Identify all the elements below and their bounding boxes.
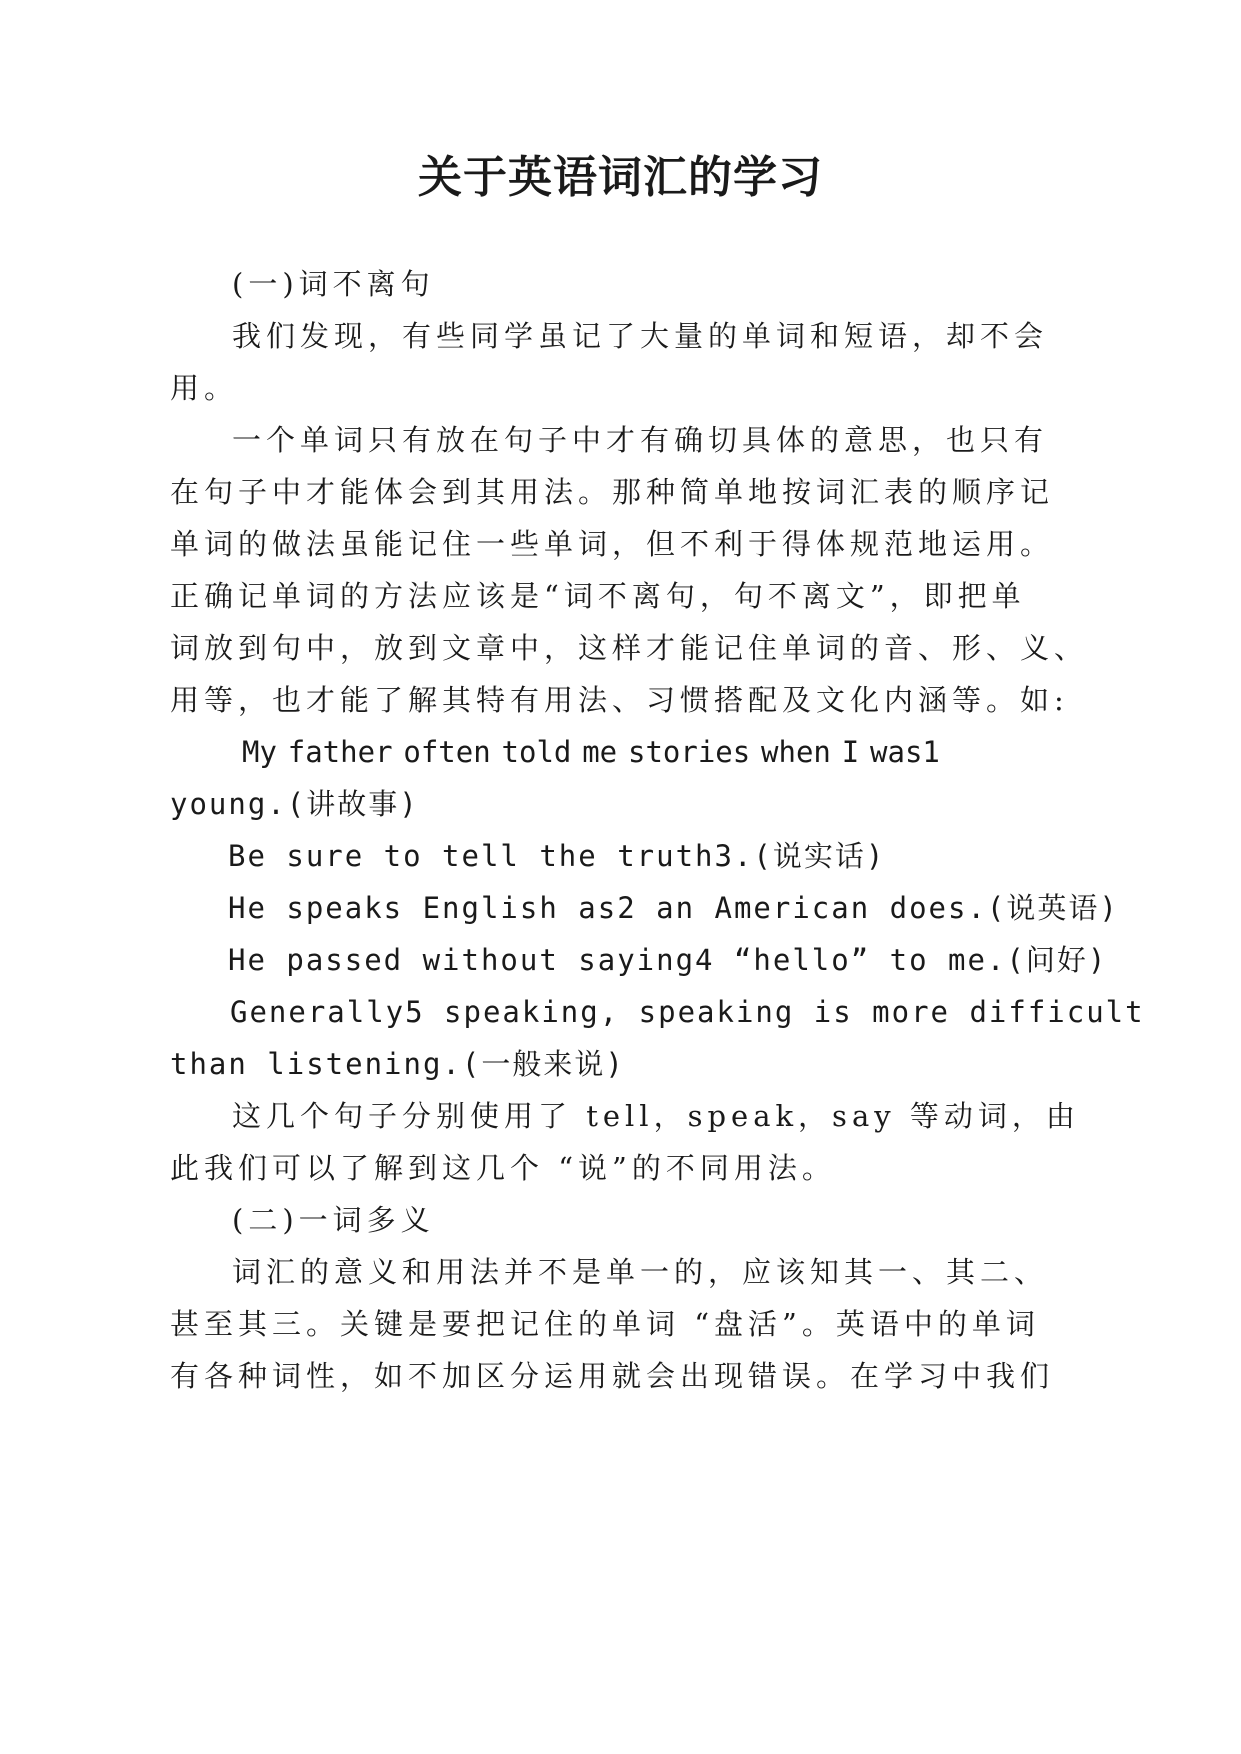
example-word: stories: [627, 735, 751, 769]
paragraph-line: 我们发现，有些同学虽记了大量的单词和短语，却不会: [232, 319, 1049, 353]
example-word: was1: [870, 735, 940, 769]
example-sentence: Generally5 speaking, speaking is more difficult: [230, 995, 1145, 1029]
example-word: father: [287, 735, 393, 769]
example-sentence: young.(讲故事): [170, 787, 419, 821]
paragraph-line: 用等，也才能了解其特有用法、习惯搭配及文化内涵等。如:: [170, 683, 1069, 717]
paragraph-line: 一个单词只有放在句子中才有确切具体的意思，也只有: [232, 423, 1049, 457]
example-word: I: [841, 735, 860, 769]
example-sentence-justified: [242, 732, 940, 772]
example-sentence: than listening.(一般来说): [170, 1047, 625, 1081]
section-heading-1: (一)词不离句: [232, 267, 435, 301]
paragraph-line: 用。: [170, 371, 239, 405]
example-word: me: [582, 735, 618, 769]
paragraph-line: 单词的做法虽能记住一些单词，但不利于得体规范地运用。: [170, 527, 1055, 561]
example-sentence: Be sure to tell the truth3.(说实话): [228, 839, 886, 873]
example-sentence: He speaks English as2 an American does.(说英语): [228, 891, 1119, 925]
example-word: often: [403, 735, 491, 769]
paragraph-line: 这几个句子分别使用了 tell，speak，say 等动词，由: [232, 1099, 1080, 1133]
paragraph-line: 正确记单词的方法应该是“词不离句，句不离文”，即把单: [170, 579, 1026, 613]
paragraph-line: 甚至其三。关键是要把记住的单词 “盘活”。英语中的单词: [170, 1307, 1040, 1341]
section-heading-2: (二)一词多义: [232, 1203, 435, 1237]
example-word: My: [242, 735, 277, 769]
paragraph-line: 有各种词性，如不加区分运用就会出现错误。在学习中我们: [170, 1359, 1055, 1393]
example-sentence: He passed without saying4 “hello” to me.(问好): [228, 943, 1108, 977]
paragraph-line: 词汇的意义和用法并不是单一的，应该知其一、其二、: [232, 1255, 1049, 1289]
document-title: 关于英语词汇的学习: [418, 152, 823, 203]
paragraph-line: 在句子中才能体会到其用法。那种简单地按词汇表的顺序记: [170, 475, 1055, 509]
example-word: told: [501, 735, 572, 769]
paragraph-line: 此我们可以了解到这几个 “说”的不同用法。: [170, 1151, 836, 1185]
example-word: when: [761, 735, 831, 769]
paragraph-line: 词放到句中，放到文章中，这样才能记住单词的音、形、义、: [170, 631, 1089, 665]
